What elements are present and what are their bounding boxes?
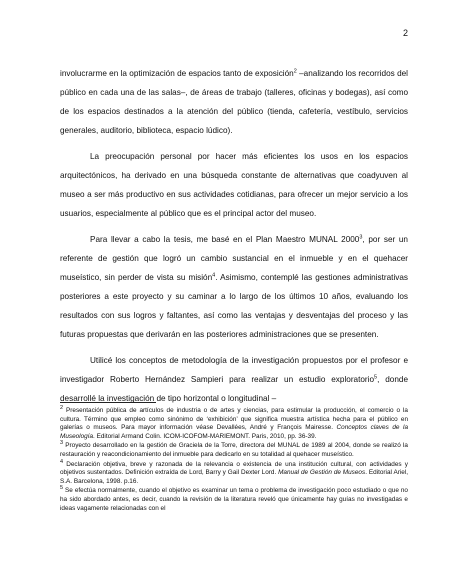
footnote-text: Se efectúa normalmente, cuando el objetivo es examinar un tema o problema de investigación poco estudiado o que no ha sido abordado antes, es decir, cuando la revisión de la literatura reveló que únicamente hay guías no investigadas e ideas vagamente relacionadas con el [60,487,408,512]
footnote-text: Proyecto desarrollado en la gestión de Graciela de la Torre, directora del MUNAL de 1989 al 2004, donde se realizó la restauración y reacondicionamiento del inmueble para dedicarlo en su totalidad al quehacer museístico. [60,442,408,458]
footnote-ref[interactable]: 5 [374,374,378,381]
paragraph [60,230,408,344]
body-text [60,64,408,408]
paragraph [60,147,408,223]
footnote [60,487,408,513]
paragraph [60,64,408,140]
footnote-ref[interactable]: 3 [359,234,363,241]
footnote-divider [60,402,156,403]
paragraph [60,351,408,408]
footnote [60,458,409,487]
footnote-text: . Editorial Ariel, S.A. Barcelona, 1998. p.16. [60,469,409,485]
footnote-number: 3 [60,440,64,447]
footnote-number: 4 [60,458,64,465]
page-number: 2 [402,28,408,38]
footnotes [60,404,409,513]
paragraph-text: involucrarme en la optimización de espacios tanto de exposición [60,69,294,78]
paragraph-text: La preocupación personal por hacer más eficientes los usos en los espacios arquitectónicos, ha derivado en una búsqueda constante de alternativas que coadyuven al museo a ser más productivo en sus actividades cotidianas, para ofrecer un mejor servicio a los usuarios, especialmente al público que es el principal actor del museo. [60,152,408,218]
paragraph-text: Para llevar a cabo la tesis, me basé en el Plan Maestro MUNAL 2000 [90,235,360,244]
paragraph-text: . Asimismo, contemplé las gestiones administrativas posteriores a este proyecto y su caminar a lo largo de los últimos 10 años, evaluando los resultados con sus logros y faltantes, así como las ventajas y desventajas del proceso y las futuras propuestas que derivarán en las posteriores administraciones que se presenten. [60,273,409,339]
footnote-text: . Editorial Armand Colin. ICOM-ICOFOM-MARIEMONT. Paris, 2010, pp. 36-39. [93,432,317,440]
paragraph-text: –analizando los recorridos del público en cada una de las salas–, de áreas de trabajo (talleres, oficinas y bodegas), así como de los espacios destinados a la atención del público (tienda, cafetería, vestíbulo, servicios generales, auditorio, biblioteca, espacio lúdico). [60,69,408,135]
footnote-text: Declaración objetiva, breve y razonada de la relevancia o existencia de una institución cultural, con actividades y objetivos sustentados. Definición extraída de Lord, Barry y Gail Dexter Lord. [60,460,408,477]
paragraph-text: Utilicé los conceptos de metodología de la investigación propuestos por el profesor e investigador Roberto Hernández Sampieri para realizar un estudio exploratorio [60,356,408,384]
footnote [60,404,409,441]
footnote [60,442,408,459]
footnote-text: Presentación pública de artículos de industria o de artes y ciencias, para estimular la producción, el comercio o la cultura. Término que empleo como sinónimo de ‘exhibición’ que significa muestra artística hecha para el público en galerías o museos. Para mayor información véase Devallées, André y François Mairesse. [60,407,408,432]
paragraph-text: , donde desarrollé la investigación de tipo horizontal o longitudinal – [60,375,408,403]
book-title: Conceptos claves de la Museología [60,424,409,440]
paragraph-text: , por ser un referente de gestión que logró un cambio sustancial en el inmueble y en el quehacer museístico, sin perder de vista su misión [60,235,408,282]
footnote-number: 5 [60,485,64,492]
book-title: Manual de Gestión de Museos [278,469,366,477]
footnote-number: 2 [60,404,64,411]
footnote-ref[interactable]: 2 [293,68,297,75]
footnote-ref[interactable]: 4 [212,272,216,279]
